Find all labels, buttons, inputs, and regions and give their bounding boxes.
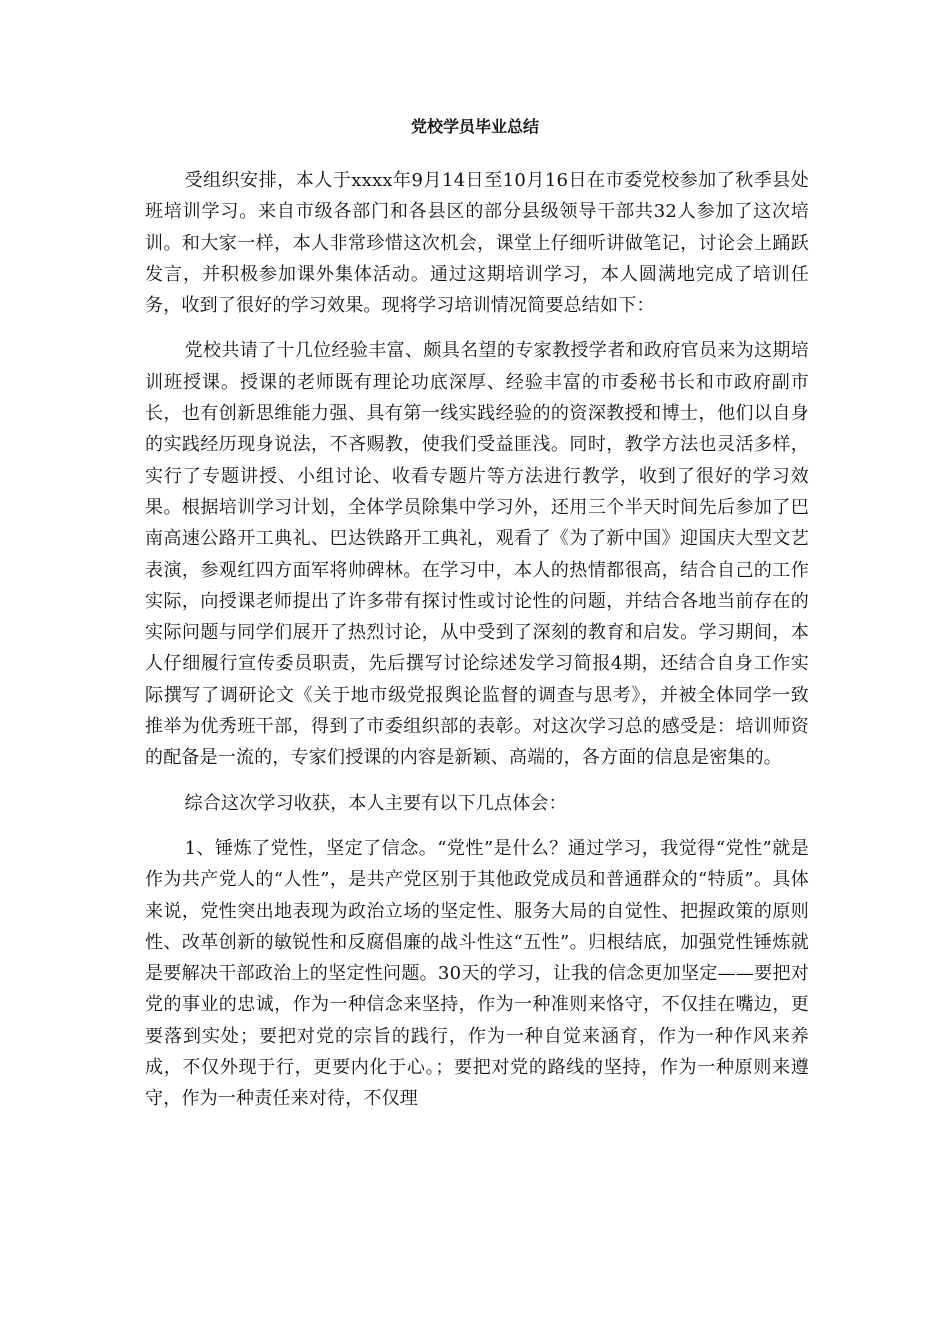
document-body (145, 165, 809, 1129)
paragraph-summary-lead: 综合这次学习收获，本人主要有以下几点体会： (184, 792, 567, 814)
paragraph-intro: 受组织安排，本人于xxxx年9月14日至10月16日在市委党校参加了秋季县处班培训学习。来自市级各部门和各县区的部分县级领导干部共32人参加了这次培训。和大家一样，本人非常珍惜这次机会，课堂上仔细听讲做笔记，讨论会上踊跃发言，并积极参加课外集体活动。通过这期培训学习，本人圆满地完成了培训任务，收到了很好的学习效果。现将学习培训情况简要总结如下： (145, 170, 809, 317)
paragraph-point-1: 1、锤炼了党性，坚定了信念。“党性”是什么？通过学习，我觉得“党性”就是作为共产党人的“人性”，是共产党区别于其他政党成员和普通群众的“特质”。具体来说，党性突出地表现为政治立场的坚定性、服务大局的自觉性、把握政策的原则性、改革创新的敏锐性和反腐倡廉的战斗性这“五性”。归根结底，加强党性锤炼就是要解决干部政治上的坚定性问题。30天的学习，让我的信念更加坚定——要把对党的事业的忠诚，作为一种信念来坚持，作为一种准则来恪守，不仅挂在嘴边，更要落到实处；要把对党的宗旨的践行，作为一种自觉来涵育，作为一种作风来养成，不仅外现于行，更要内化于心。；要把对党的路线的坚持，作为一种原则来遵守，作为一种责任来对待，不仅理 (145, 837, 809, 1110)
document-title: 党校学员毕业总结 (410, 117, 539, 136)
paragraph-training-overview: 党校共请了十几位经验丰富、颇具名望的专家教授学者和政府官员来为这期培训班授课。授课的老师既有理论功底深厚、经验丰富的市委秘书长和市政府副市长，也有创新思维能力强、具有第一线实践经验的的资深教授和博士，他们以自身的实践经历现身说法，不吝赐教，使我们受益匪浅。同时，教学方法也灵活多样，实行了专题讲授、小组讨论、收看专题片等方法进行教学，收到了很好的学习效果。根据培训学习计划，全体学员除集中学习外，还用三个半天时间先后参加了巴南高速公路开工典礼、巴达铁路开工典礼，观看了《为了新中国》迎国庆大型文艺表演，参观红四方面军将帅碑林。在学习中，本人的热情都很高，结合自己的工作实际，向授课老师提出了许多带有探讨性或讨论性的问题，并结合各地当前存在的实际问题与同学们展开了热烈讨论，从中受到了深刻的教育和启发。学习期间，本人仔细履行宣传委员职责，先后撰写讨论综述发学习简报4期，还结合自身工作实际撰写了调研论文《关于地市级党报舆论监督的调查与思考》，并被全体同学一致推举为优秀班干部，得到了市委组织部的表彰。对这次学习总的感受是：培训师资的配备是一流的，专家们授课的内容是新颖、高端的，各方面的信息是密集的。 (145, 340, 809, 769)
